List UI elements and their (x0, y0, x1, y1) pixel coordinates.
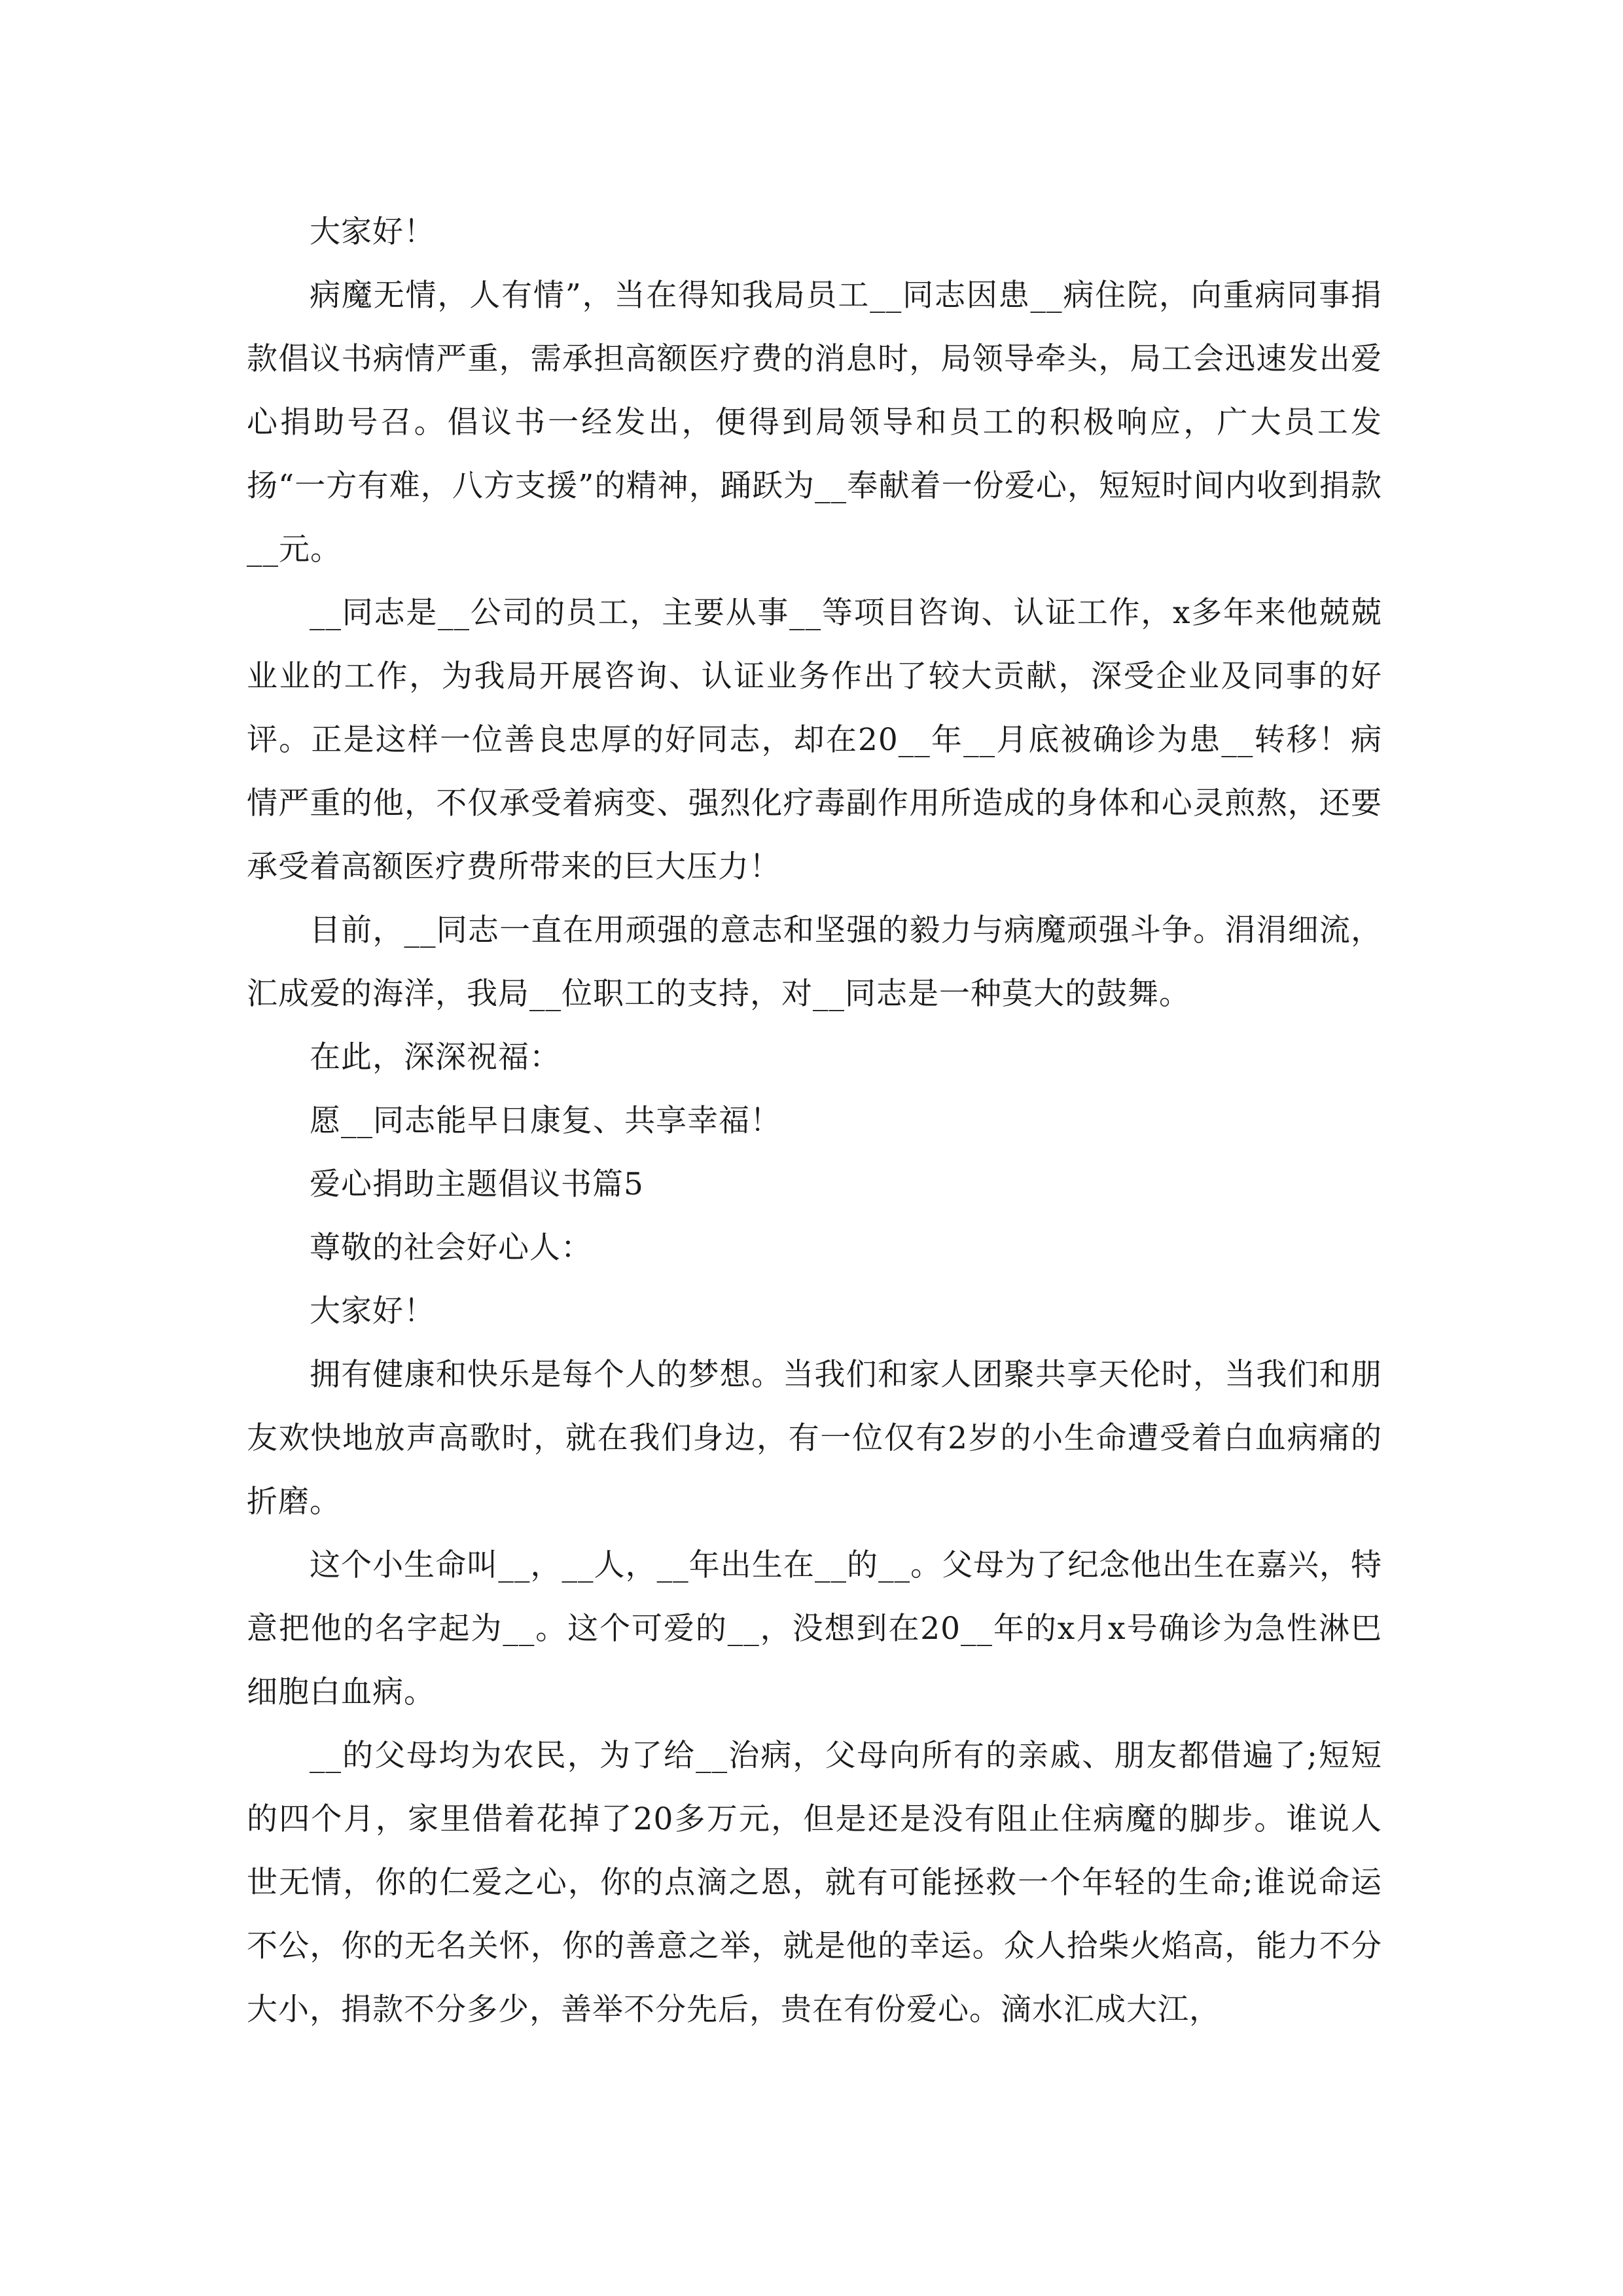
paragraph-colleague-background: __同志是__公司的员工，主要从事__等项目咨询、认证工作，x多年来他兢兢业业的工作，为我局开展咨询、认证业务作出了较大贡献，深受企业及同事的好评。正是这样一位善良忠厚的好同志，却在20__年__月底被确诊为患__转移！病情严重的他，不仅承受着病变、强烈化疗毒副作用所造成的身体和心灵煎熬，还要承受着高额医疗费所带来的巨大压力！ (247, 595, 1382, 885)
paragraph-salutation: 尊敬的社会好心人： (310, 1230, 592, 1266)
paragraph-child-intro: 这个小生命叫__，__人，__年出生在__的__。父母为了纪念他出生在嘉兴，特意把他的名字起为__。这个可爱的__，没想到在20__年的x月x号确诊为急性淋巴细胞白血病。 (247, 1547, 1382, 1710)
paragraph-blessing-intro: 在此，深深祝福： (310, 1039, 561, 1075)
paragraph-current-status: 目前，__同志一直在用顽强的意志和坚强的毅力与病魔顽强斗争。涓涓细流，汇成爱的海洋，我局__位职工的支持，对__同志是一种莫大的鼓舞。 (247, 912, 1382, 1012)
paragraph-family-appeal: __的父母均为农民，为了给__治病，父母向所有的亲戚、朋友都借遍了;短短的四个月，家里借着花掉了20多万元，但是还是没有阻止住病魔的脚步。谁说人世无情，你的仁爱之心，你的点滴之恩，就有可能拯救一个年轻的生命;谁说命运不公，你的无名关怀，你的善意之举，就是他的幸运。众人拾柴火焰高，能力不分大小，捐款不分多少，善举不分先后，贵在有份爱心。滴水汇成大江， (247, 1738, 1382, 2028)
paragraph-blessing-wish: 愿__同志能早日康复、共享幸福！ (310, 1103, 781, 1139)
paragraph-health-dream: 拥有健康和快乐是每个人的梦想。当我们和家人团聚共享天伦时，当我们和朋友欢快地放声高歌时，就在我们身边，有一位仅有2岁的小生命遭受着白血病痛的折磨。 (247, 1357, 1382, 1520)
section-heading: 爱心捐助主题倡议书篇5 (310, 1166, 644, 1202)
document-body (247, 200, 1382, 2041)
paragraph-greeting-2: 大家好！ (310, 1293, 435, 1329)
paragraph-donation-summary: 病魔无情，人有情”，当在得知我局员工__同志因患__病住院，向重病同事捐款倡议书病情严重，需承担高额医疗费的消息时，局领导牵头，局工会迅速发出爱心捐助号召。倡议书一经发出，便得到局领导和员工的积极响应，广大员工发扬“一方有难，八方支援”的精神，踊跃为__奉献着一份爱心，短短时间内收到捐款__元。 (247, 278, 1382, 567)
paragraph-greeting-1: 大家好！ (310, 214, 435, 250)
